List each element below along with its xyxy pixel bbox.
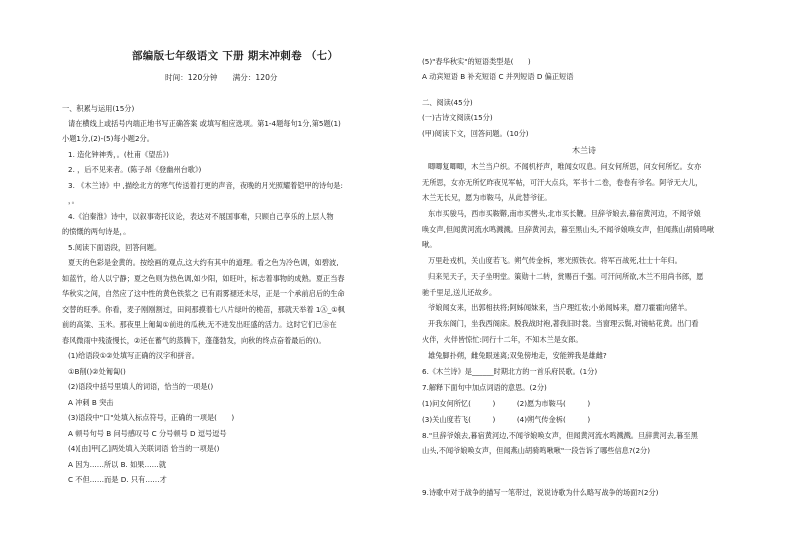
passage-line: 如蓝竹，给人以宁静；夏之色则为热色调,如少阳，如旺叶，标志着事物的成熟。夏正当春 [62, 274, 345, 283]
poem-line: 无所思，女亦无所忆昨夜见军帖，可汗大点兵，军书十二卷，卷卷有爷名。阿爷无大儿， [422, 178, 703, 187]
poem-line: 唤女声,但闻黄河流水鸣溅溅。旦辞黄河去，暮至黑山头,不闻爷娘唤女声，但闻燕山胡骑鸣啾 [422, 225, 715, 234]
text-line: 的愤慨的两句诗是，。 [62, 227, 131, 236]
question-line: (4)[由]甲[乙]两处填入关联词语 恰当的一项是() [68, 444, 220, 453]
option-line: A 顿号句号 B 问号感叹号 C 分号顿号 D 逗号逗号 [68, 429, 227, 438]
poem-line: 火伴，火伴皆惊忙:同行十二年，不知木兰是女郎。 [422, 335, 583, 344]
passage-line: 前的高粱、玉米。那夜里上匍匐①前进的瓜秧,无不进发出旺盛的活力。这时它们已Ⓑ在 [62, 320, 337, 329]
text-line: 请在横线上或括号内端正地书写正确答案 或填写相应选项。第1-4题每句1分,第5题(1) [68, 119, 341, 128]
text-line: ，。 [68, 196, 79, 205]
question-line: (3)语段中"口"处填入标点符号，正确的一项是( ) [68, 413, 235, 422]
section-heading: (一)古诗文阅读(15分) [422, 113, 493, 122]
question-line: 3. 《木兰诗》中 ,描绘北方的寒气传送着打更的声音，夜晚的月光照耀着铠甲的诗句是: [68, 181, 343, 190]
poem-line: 雄兔脚扑朔，雌兔眼迷离;双兔傍地走，安能辨我是雄雌? [428, 351, 607, 360]
option-line: A 动宾短语 B 补充短语 C 并列短语 D 偏正短语 [422, 72, 574, 81]
question-line: (5)"春华秋实"的短语类型是( ) [422, 57, 531, 66]
poem-line: 开我东阁门，坐我西阁床。脱我战时袍,著我旧时裳。当窗理云鬓,对镜帖花黄。出门看 [428, 319, 699, 328]
question-line: 2. ，后不见来者。(陈子昂《登幽州台歌》) [68, 165, 202, 174]
question-line: 4.《泊秦淮》诗中，以叙事寄托议论，表达对不展国事难，只顾自己享乐的上层人物 [68, 212, 334, 221]
question-line: 8."旦辞爷娘去,暮宿黄河边,不闻爷娘唤女声，但闻黄河流水鸣溅溅。旦辞黄河去,暮至黑 [422, 431, 698, 440]
poem-line: 木兰无长兄，愿为市鞍马，从此替爷征。 [422, 193, 552, 202]
passage-line: 交替的旺季。你看，麦子刚刚割过，田间那摸着七八片绿叶的桅苗，那就天举着 1Ⓐ_①枫 [62, 305, 345, 314]
question-line: (3)关山度若飞( ) (4)朔气传金柝( ) [422, 415, 591, 424]
passage-line: 华秋实之间，自然应了这中性的黄色铁浆之 已有雨雾褪还未尽，正是一个承前启后的生命 [62, 289, 345, 298]
option-line: A 冲刺 B 突击 [68, 398, 114, 407]
poem-line: 归来见天子，天子坐明堂。策勋十二转，赏赐百千强。可汗问所欲,木兰不用尚书郎，愿 [428, 272, 704, 281]
question-line: (2)语段中括号里填人的词语，恰当的一项是() [68, 382, 214, 391]
question-line: 9.诗歌中对于战争的描写一笔带过，说说诗歌为什么略写战争的场面?(2分) [422, 488, 659, 497]
poem-line: 驰千里足,送儿还故乡。 [422, 288, 497, 297]
poem-title: 木兰诗 [572, 146, 596, 155]
question-line: 山头,不闻爷娘唤女声，但闻燕山胡骑鸣啾啾"一段告诉了哪些信息?(2分) [422, 446, 651, 455]
question-line: ①B削()②处匍匐() [68, 367, 126, 376]
exam-title: 部编版七年级语文 下册 期末冲刺卷 （七） [132, 50, 339, 62]
exam-meta: 时间：120分钟 满分：120分 [165, 73, 278, 82]
option-line: C 不但……而是 D. 只有……才 [68, 475, 167, 484]
poem-line: 唧唧复唧唧，木兰当户织。不闻机杼声，唯闻女叹息。问女何所思，问女何所忆。女亦 [428, 162, 702, 171]
poem-line: 东市买骏马，西市买鞍鞯,南市买辔头,北市买长鞭。旦辞爷娘去,暮宿黄河边，不闻爷娘 [428, 209, 701, 218]
poem-line: 万里赴戎机，关山度若飞。朔气传金柝，寒光照铁衣。将军百战死,壮士十年归。 [428, 256, 682, 265]
section-heading: (甲)阅读下文，回答问题。(10分) [422, 129, 529, 138]
section-heading: 一、积累与运用(15分) [62, 104, 135, 113]
passage-line: 夏天的色彩是金黄的。按绘画的观点,这大约有其中的道理。看之色为冷色调，如碧波, [68, 258, 339, 267]
question-line: 6.《木兰诗》是______时期北方的一首乐府民歌。(1分) [422, 367, 598, 376]
section-heading: 二、阅读(45分) [422, 98, 473, 107]
question-line: 7.解释下面句中加点词语的意思。(2分) [422, 383, 547, 392]
poem-line: 爷娘闻女来，出郭相扶将;阿姊闻妹来，当户理红妆;小弟闻姊来，磨刀霍霍向猪羊。 [428, 303, 692, 312]
question-line: 5.阅读下面语段，回答问题。 [68, 243, 162, 252]
question-line: (1)问女何所忆( ) (2)愿为市鞍马( ) [422, 399, 591, 408]
poem-line: 啾。 [422, 240, 437, 249]
passage-line: 春风微雨中残渣慢长，②还在蓄气的蒸腾下，蓬蓬勃发，向秋的终点奋着最后的()。 [62, 336, 326, 345]
option-line: A 因为……所以 B. 如果……就 [68, 460, 167, 469]
text-line: 小题1分,(2)-(5)每小题2分。 [62, 134, 154, 143]
question-line: (1)给语段①②处填写正确的汉字和拼音。 [68, 351, 199, 360]
question-line: 1. 造化钟神秀，。(杜甫《望岳》) [68, 150, 169, 159]
